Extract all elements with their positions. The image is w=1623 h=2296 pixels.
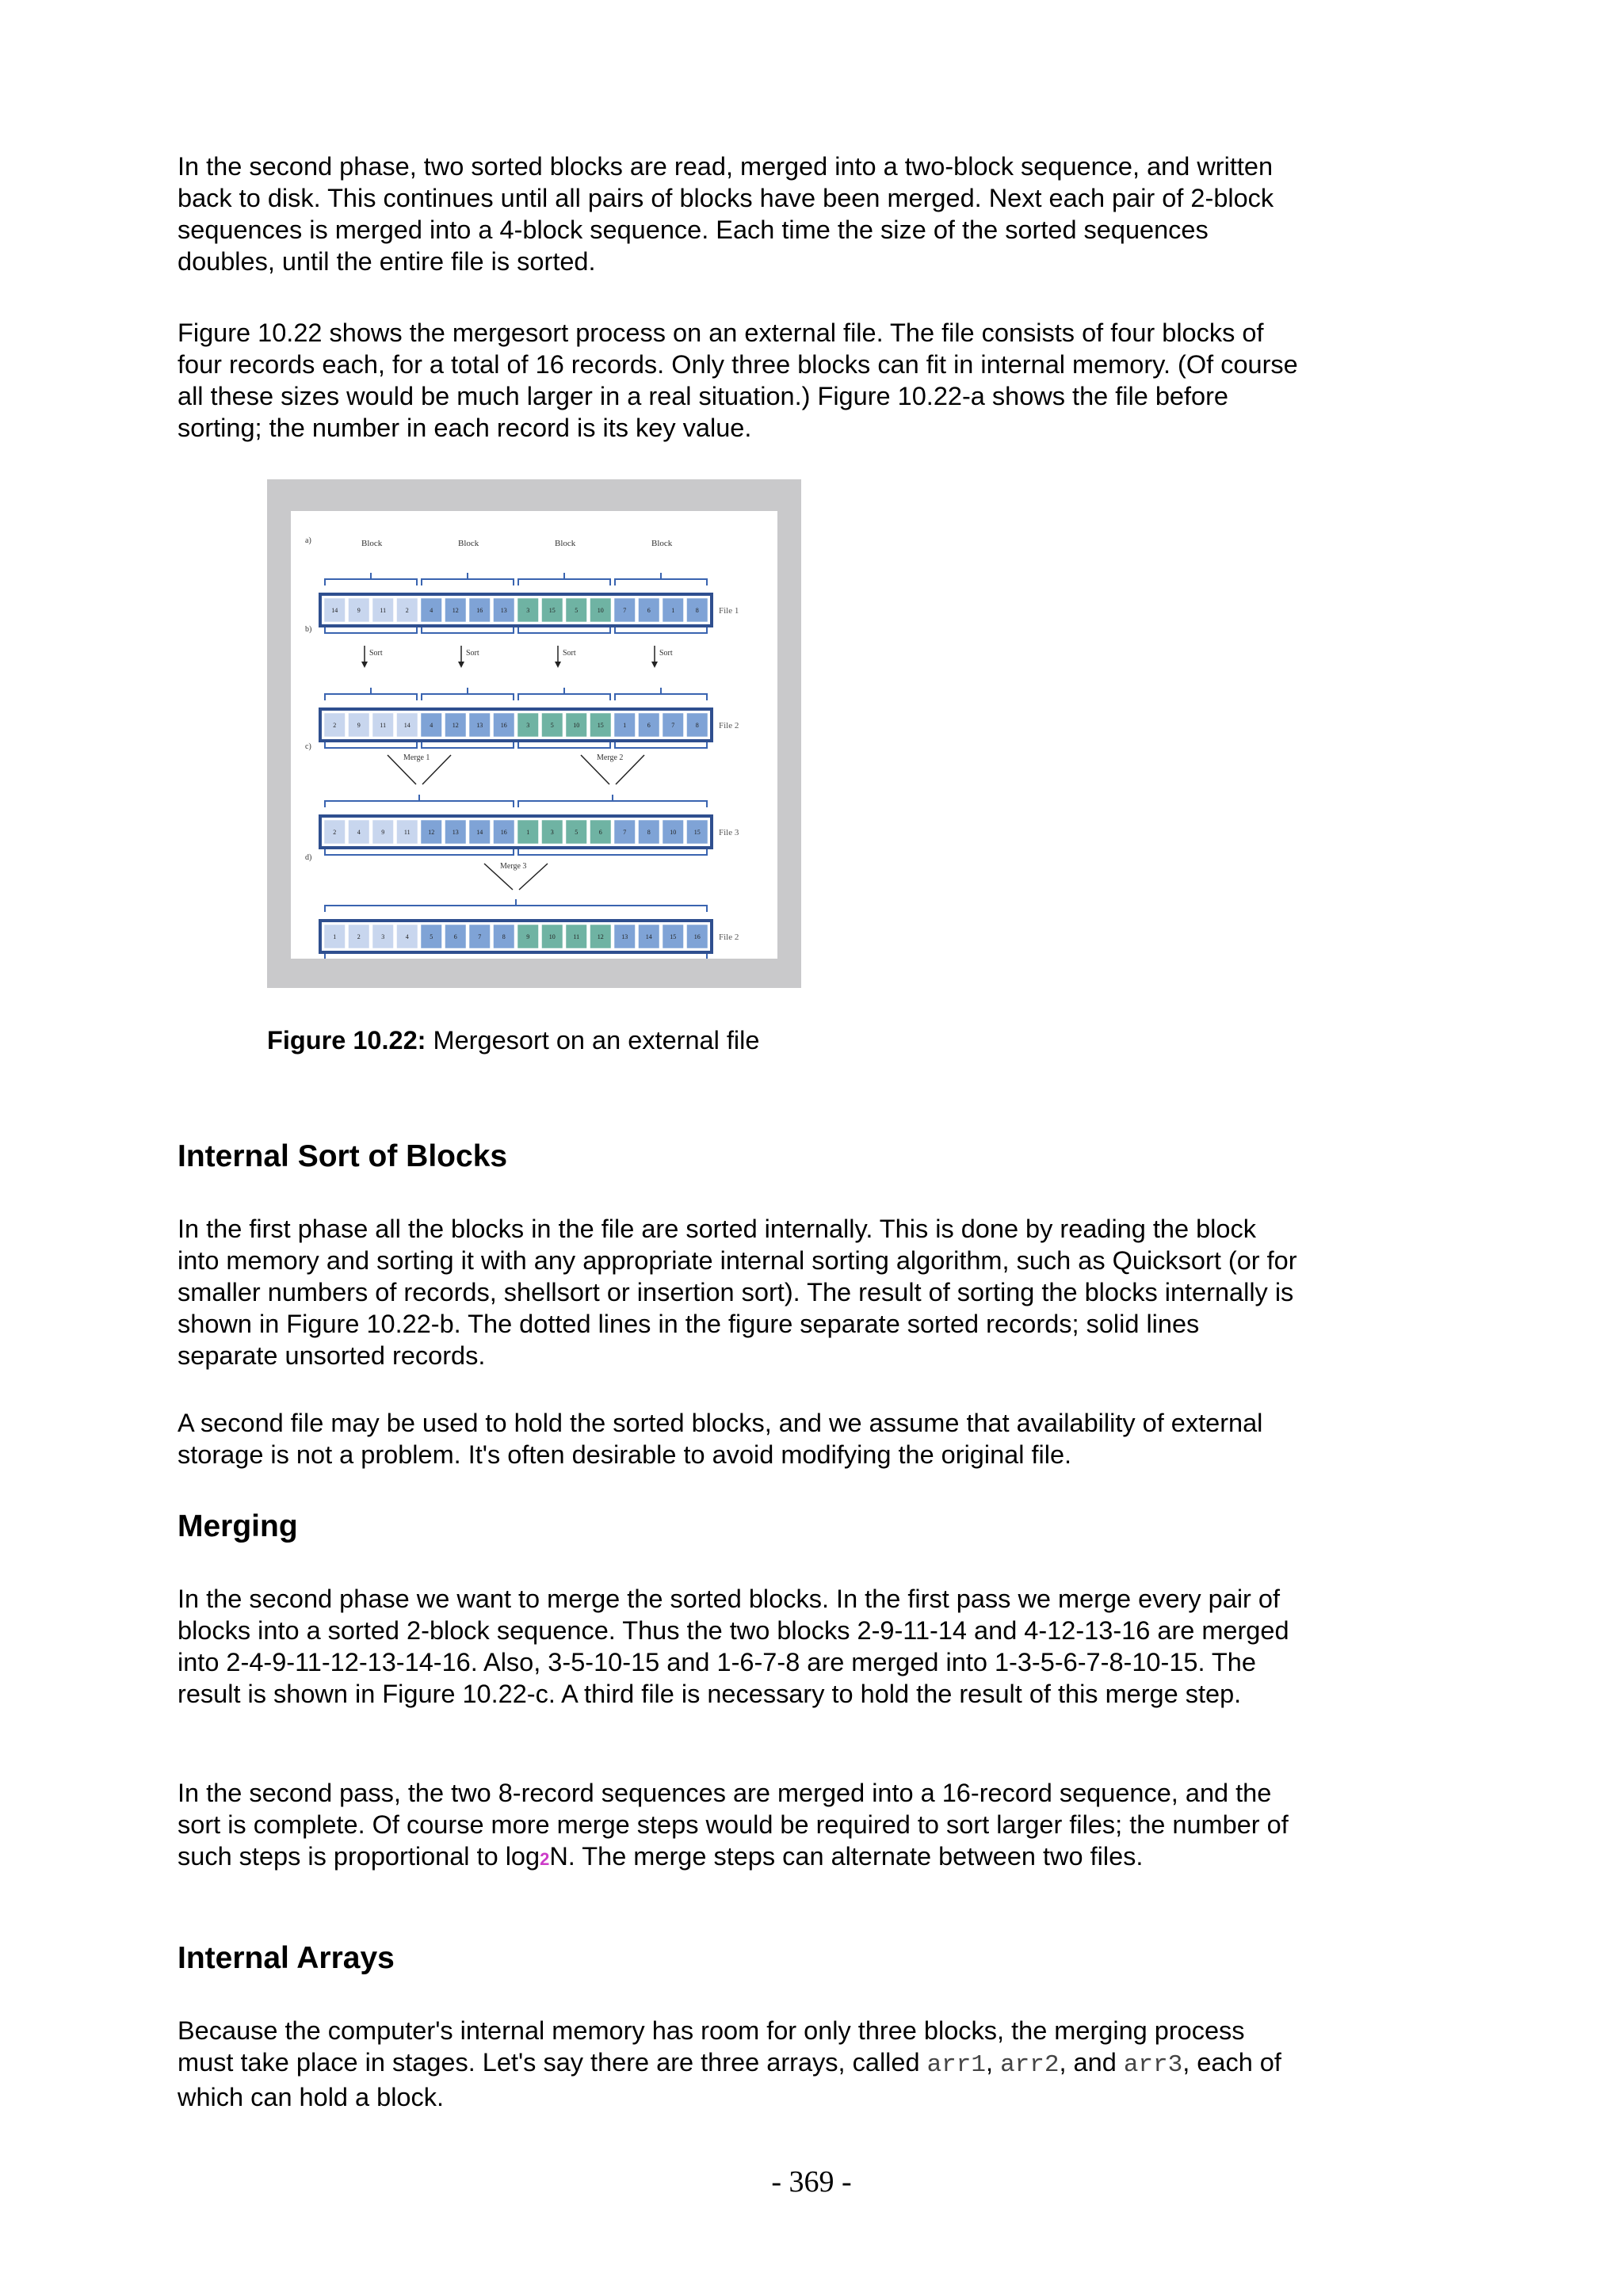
record-key: 3: [526, 607, 530, 614]
code-arr3: arr3: [1123, 2051, 1183, 2079]
record-key: 4: [430, 722, 433, 729]
record-key: 15: [670, 933, 677, 940]
record-key: 2: [357, 933, 361, 940]
record-key: 13: [452, 829, 459, 836]
record-key: 14: [403, 722, 411, 729]
block-label: Block: [458, 539, 479, 548]
record-key: 13: [621, 933, 628, 940]
sort-label: Sort: [466, 649, 479, 658]
record-key: 9: [357, 722, 361, 729]
group-bracket-bottom: [518, 627, 610, 633]
page-number: - 369 -: [771, 2165, 852, 2199]
record-key: 2: [333, 722, 337, 729]
record-key: 8: [502, 933, 506, 940]
group-bracket: [422, 579, 514, 585]
row-label-d: d): [305, 853, 312, 862]
second-pass-text-end: N. The merge steps can alternate between two files.: [549, 1842, 1144, 1871]
sort-label: Sort: [563, 649, 576, 658]
heading-internal-sort: Internal Sort of Blocks: [178, 1139, 508, 1173]
record-key: 6: [453, 933, 457, 940]
block-label: Block: [555, 539, 576, 548]
merge-2-label: Merge 2: [597, 753, 624, 762]
group-bracket-bottom: [615, 627, 707, 633]
record-key: 10: [573, 722, 580, 729]
file-label-c: File 3: [719, 828, 739, 837]
record-key: 2: [333, 829, 337, 836]
sort-label: Sort: [369, 649, 383, 658]
record-key: 3: [550, 829, 554, 836]
record-key: 2: [405, 607, 409, 614]
paragraph-second-phase: In the second phase, two sorted blocks are read, merged into a two-block sequence, and written back to disk. This continues until all pairs of blocks have been merged. Next each pair of 2-block sequences is merged into a 4-block sequence. Each time the size of the sorted sequences doubles, until the entire file is sorted.: [178, 152, 1274, 276]
record-key: 9: [381, 829, 385, 836]
paragraph-internal-arrays: [178, 2015, 1303, 2113]
record-key: 16: [500, 829, 507, 836]
record-key: 11: [380, 722, 387, 729]
record-key: 10: [548, 933, 556, 940]
sort-arrowhead: [651, 662, 658, 668]
group-bracket-bottom: [518, 849, 707, 855]
file-label-a: File 1: [719, 606, 739, 616]
record-key: 11: [573, 933, 580, 940]
record-key: 9: [357, 607, 361, 614]
group-bracket-bottom: [325, 953, 707, 959]
record-key: 12: [597, 933, 604, 940]
heading-internal-arrays: Internal Arrays: [178, 1941, 395, 1975]
group-bracket-bottom: [422, 627, 514, 633]
figure-caption-label: Figure 10.22:: [267, 1026, 426, 1055]
group-bracket: [325, 906, 707, 912]
sort-arrowhead: [555, 662, 561, 668]
arrays-text: Because the computer's internal memory has room for only three blocks, the merging process must take place in stages. Let's say there are three arrays, called: [178, 2016, 1245, 2077]
arrays-text-end: , each of which can hold a block.: [178, 2048, 1281, 2111]
record-key: 15: [693, 829, 701, 836]
record-key: 15: [548, 607, 556, 614]
group-bracket-bottom: [325, 627, 417, 633]
record-key: 3: [526, 722, 530, 729]
row-label-b: b): [305, 625, 312, 634]
paragraph-second-pass: [178, 1777, 1303, 1875]
record-key: 4: [357, 829, 361, 836]
record-key: 10: [597, 607, 604, 614]
group-bracket-bottom: [615, 742, 707, 748]
record-key: 5: [430, 933, 433, 940]
figure-caption: [267, 1024, 759, 1056]
group-bracket: [518, 579, 610, 585]
row-label-a: a): [305, 536, 311, 545]
code-arr2: arr2: [1000, 2051, 1060, 2079]
record-key: 6: [647, 607, 651, 614]
record-key: 1: [333, 933, 337, 940]
record-key: 16: [476, 607, 483, 614]
record-key: 4: [430, 607, 433, 614]
group-bracket: [325, 579, 417, 585]
paragraph-figure-intro: Figure 10.22 shows the mergesort process on an external file. The file consists of four blocks of four records each, for a total of 16 records. Only three blocks can fit in internal memory. (Of course all these sizes would be much larger in a real situation.) Figure 10.22-a shows the file before sorting; the number in each record is its key value.: [178, 318, 1298, 442]
group-bracket: [615, 694, 707, 700]
record-key: 6: [647, 722, 651, 729]
code-arr1: arr1: [926, 2051, 986, 2079]
record-key: 1: [623, 722, 627, 729]
record-key: 16: [500, 722, 507, 729]
record-key: 13: [476, 722, 483, 729]
block-label: Block: [651, 539, 673, 548]
record-key: 10: [670, 829, 677, 836]
second-pass-text: In the second pass, the two 8-record sequences are merged into a 16-record sequence, and the sort is complete. Of course more merge steps would be required to sort larger files; the number of such steps is proportional to log: [178, 1779, 1289, 1871]
group-bracket: [518, 801, 707, 807]
record-key: 8: [695, 607, 699, 614]
record-key: 14: [476, 829, 483, 836]
record-key: 4: [405, 933, 409, 940]
paragraph-internal-sort: In the first phase all the blocks in the file are sorted internally. This is done by reading the block into memory and sorting it with any appropriate internal sorting algorithm, such as Quicksort (or for smaller numbers of records, shellsort or insertion sort). The result of sorting the blocks internally is shown in Figure 10.22-b. The dotted lines in the figure separate sorted records; solid lines separate unsorted records.: [178, 1215, 1297, 1370]
figure-canvas: [291, 511, 777, 959]
record-key: 12: [452, 722, 459, 729]
sort-label: Sort: [659, 649, 673, 658]
record-key: 7: [671, 722, 675, 729]
record-key: 5: [575, 607, 579, 614]
figure-10-22: [267, 479, 801, 988]
record-key: 14: [645, 933, 652, 940]
group-bracket-bottom: [518, 742, 610, 748]
sort-arrowhead: [458, 662, 464, 668]
merge-1-label: Merge 1: [403, 753, 430, 762]
file-label-b: File 2: [719, 721, 739, 730]
record-key: 15: [597, 722, 604, 729]
group-bracket: [615, 579, 707, 585]
group-bracket-bottom: [325, 742, 417, 748]
record-key: 7: [623, 829, 627, 836]
record-key: 5: [575, 829, 579, 836]
record-key: 12: [452, 607, 459, 614]
arrays-sep1: ,: [986, 2048, 1001, 2077]
record-key: 9: [526, 933, 530, 940]
paragraph-second-file: A second file may be used to hold the sorted blocks, and we assume that availability of external storage is not a problem. It's often desirable to avoid modifying the original file.: [178, 1409, 1263, 1469]
paragraph-merging: In the second phase we want to merge the sorted blocks. In the first pass we merge every pair of blocks into a sorted 2-block sequence. Thus the two blocks 2-9-11-14 and 4-12-13-16 are merged into 2-4-9-11-12-13-14-16. Also, 3-5-10-15 and 1-6-7-8 are merged into 1-3-5-6-7-8-10-15. The result is shown in Figure 10.22-c. A third file is necessary to hold the result of this merge step.: [178, 1585, 1289, 1708]
group-bracket-bottom: [325, 849, 514, 855]
block-label: Block: [361, 539, 383, 548]
record-key: 6: [598, 829, 602, 836]
record-key: 1: [526, 829, 530, 836]
row-label-c: c): [305, 742, 311, 751]
file-label-d: File 2: [719, 933, 739, 942]
heading-merging: Merging: [178, 1509, 298, 1543]
sort-arrowhead: [361, 662, 368, 668]
record-key: 7: [623, 607, 627, 614]
record-key: 8: [647, 829, 651, 836]
record-key: 5: [550, 722, 554, 729]
log-subscript: 2: [540, 1849, 550, 1869]
group-bracket: [325, 694, 417, 700]
record-key: 13: [500, 607, 507, 614]
record-key: 11: [403, 829, 411, 836]
record-key: 7: [478, 933, 482, 940]
record-key: 8: [695, 722, 699, 729]
record-key: 12: [428, 829, 435, 836]
arrays-sep2: , and: [1059, 2048, 1124, 2077]
record-key: 1: [671, 607, 675, 614]
figure-caption-text: Mergesort on an external file: [426, 1026, 760, 1055]
group-bracket-bottom: [422, 742, 514, 748]
merge-3-label: Merge 3: [500, 862, 527, 871]
mergesort-diagram: [291, 511, 777, 959]
group-bracket: [325, 801, 514, 807]
record-key: 11: [380, 607, 387, 614]
record-key: 14: [331, 607, 338, 614]
group-bracket: [422, 694, 514, 700]
record-key: 3: [381, 933, 385, 940]
group-bracket: [518, 694, 610, 700]
record-key: 16: [693, 933, 701, 940]
